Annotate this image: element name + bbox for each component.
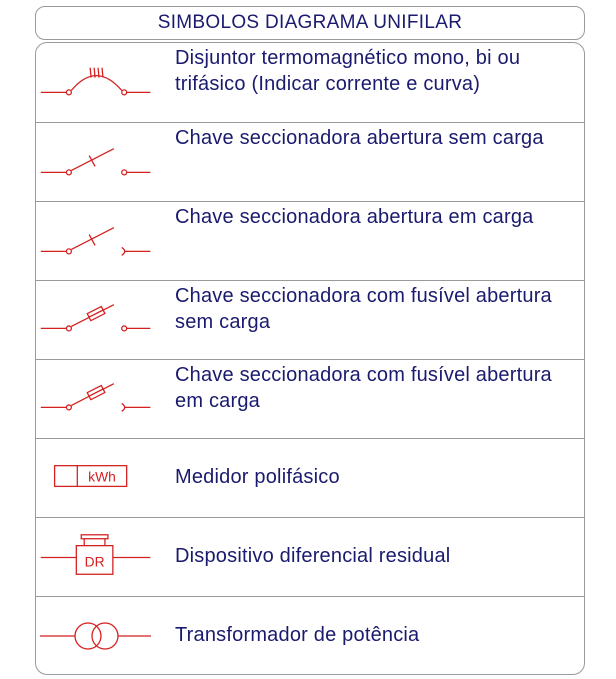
- circuit-breaker-icon: [36, 43, 166, 122]
- table-row: [36, 123, 584, 202]
- fused-switch-load-icon: [36, 360, 166, 438]
- row-description: Chave seccionadora abertura sem carga: [175, 127, 544, 149]
- rcd-label: DR: [84, 553, 105, 570]
- table-row: [36, 43, 584, 123]
- disconnect-switch-no-load-icon: [36, 123, 166, 201]
- table-row: [36, 202, 584, 281]
- table-row: [36, 518, 584, 597]
- row-description: Disjuntor termomagnético mono, bi ou trifásico (Indicar corrente e curva): [175, 47, 521, 95]
- disconnect-switch-load-icon: [36, 202, 166, 280]
- table-row: [36, 439, 584, 518]
- fused-switch-no-load-icon: [36, 281, 166, 359]
- row-description: Transformador de potência: [175, 624, 420, 646]
- meter-label: kWh: [88, 468, 116, 485]
- page-title: SIMBOLOS DIAGRAMA UNIFILAR: [35, 6, 585, 40]
- meter-icon: [36, 439, 166, 517]
- residual-current-device-icon: [36, 518, 166, 596]
- row-description: Dispositivo diferencial residual: [175, 545, 451, 567]
- row-description: Medidor polifásico: [175, 466, 340, 488]
- symbols-table: [35, 42, 585, 675]
- table-row: [36, 360, 584, 439]
- row-description: Chave seccionadora abertura em carga: [175, 206, 534, 228]
- table-row: [36, 597, 584, 675]
- power-transformer-icon: [36, 597, 166, 675]
- row-description: Chave seccionadora com fusível abertura sem carga: [175, 285, 552, 333]
- row-description: Chave seccionadora com fusível abertura em carga: [175, 364, 552, 412]
- table-row: [36, 281, 584, 360]
